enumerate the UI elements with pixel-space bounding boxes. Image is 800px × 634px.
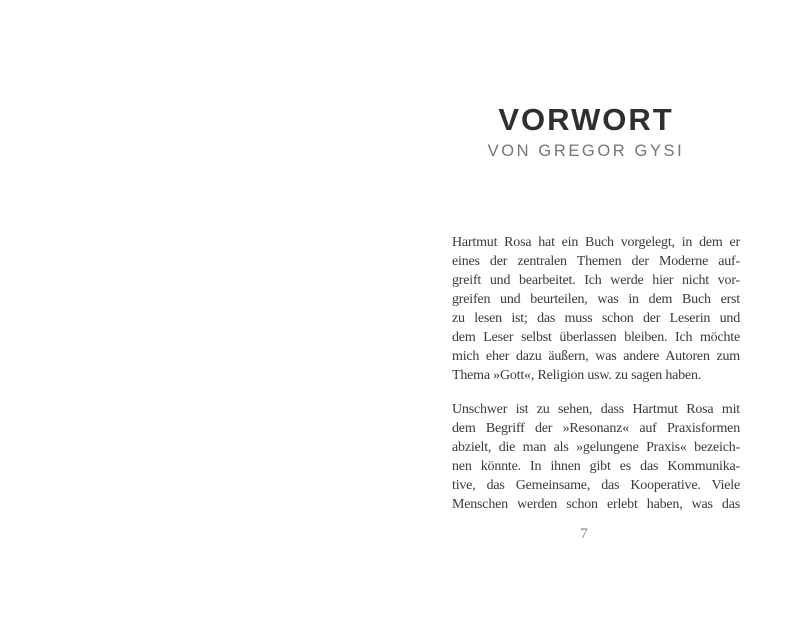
text-line: Thema »Gott«, Religion usw. zu sagen haben.: [452, 368, 702, 383]
body-paragraph-2: [452, 400, 740, 514]
body-paragraph-1: [452, 233, 740, 385]
text-line: tive, das Gemeinsame, das Kooperative. Viele: [452, 478, 740, 493]
text-line: greifen und beurteilen, was in dem Buch erst: [452, 292, 740, 307]
text-line: zu lesen ist; das muss schon der Leserin und: [452, 311, 740, 326]
text-line: Hartmut Rosa hat ein Buch vorgelegt, in dem er: [452, 235, 740, 250]
page-number: 7: [580, 526, 588, 542]
text-line: Unschwer ist zu sehen, dass Hartmut Rosa mit: [452, 402, 740, 417]
page-subtitle: VON GREGOR GYSI: [487, 142, 685, 160]
heading-block: [438, 101, 734, 161]
text-line: mich eher dazu äußern, was andere Autoren zum: [452, 349, 740, 364]
text-line: dem Begriff der »Resonanz« auf Praxisformen: [452, 421, 740, 436]
text-line: abzielt, die man als »gelungene Praxis« bezeich-: [452, 440, 740, 455]
text-line: dem Leser selbst überlassen bleiben. Ich möchte: [452, 330, 740, 345]
body-text: [452, 233, 740, 514]
text-line: Menschen werden schon erlebt haben, was das: [452, 497, 740, 512]
text-line: greift und bearbeitet. Ich werde hier nicht vor-: [452, 273, 740, 288]
text-line: eines der zentralen Themen der Moderne auf-: [452, 254, 740, 269]
page-title: VORWORT: [498, 102, 674, 137]
text-line: nen könnte. In ihnen gibt es das Kommunika-: [452, 459, 740, 474]
